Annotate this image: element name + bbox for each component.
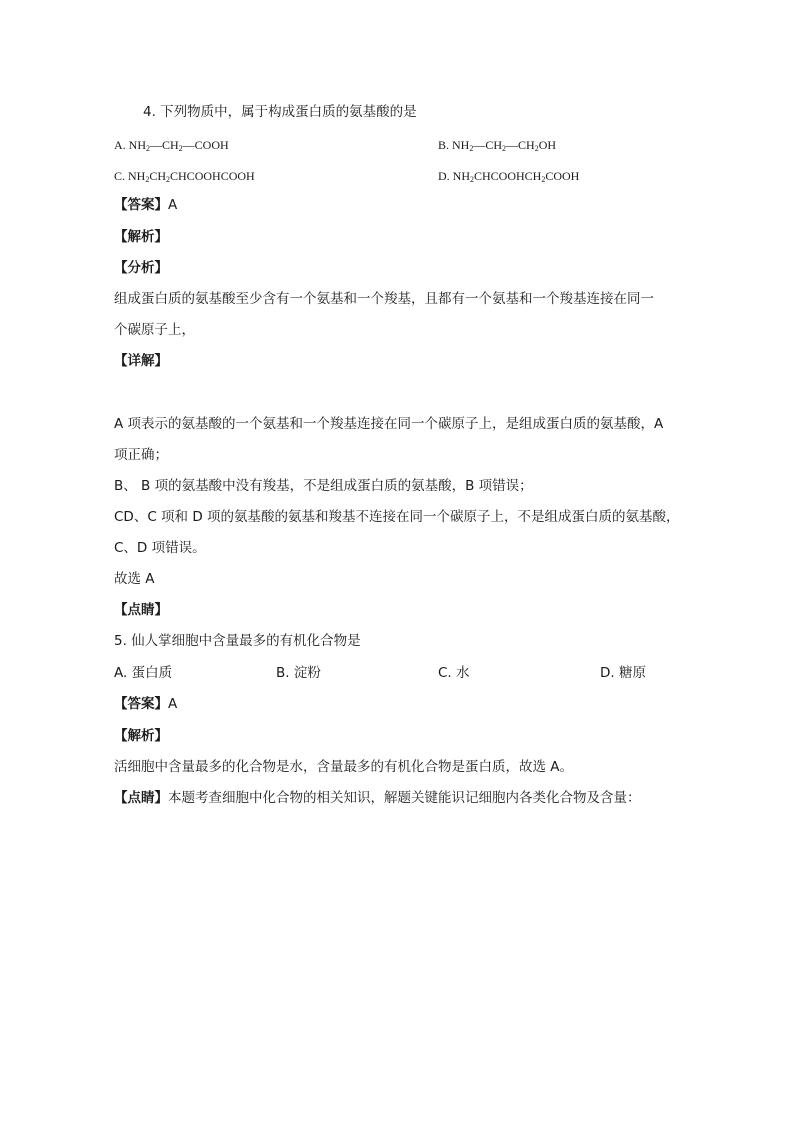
q5-answer (114, 695, 177, 713)
q5-stem: 5. 仙人掌细胞中含量最多的有机化合物是 (114, 633, 361, 649)
q4-detail-line-1: A 项表示的氨基酸的一个氨基和一个羧基连接在同一个碳原子上，是组成蛋白质的氨基酸，A (114, 416, 664, 432)
q5-option-b: B. 淀粉 (276, 665, 321, 681)
q4-choose: 故选 A (114, 571, 155, 587)
q4-detail-line-3: B、 B 项的氨基酸中没有羧基，不是组成蛋白质的氨基酸，B 项错误； (114, 478, 533, 494)
q4-option-d: D. $NH_2CHCOOHCH_2COOH$ (438, 169, 580, 184)
q5-analysis-tag: 【解析】 (114, 728, 168, 744)
dianjing-text: 本题考查细胞中化合物的相关知识，解题关键能识记细胞内各类化合物及含量： (168, 790, 641, 806)
answer-value: A (168, 197, 178, 213)
dianjing-tag: 【点睛】 (114, 790, 168, 806)
q4-option-c: C. $NH_2CH_2CHCOOHCOOH$ (114, 169, 255, 184)
q4-detail-tag: 【详解】 (114, 353, 168, 369)
q4-option-a: A. $NH_2—CH_2—COOH$ (114, 138, 229, 153)
answer-tag: 【答案】 (114, 197, 168, 213)
q5-option-c: C. 水 (438, 665, 470, 681)
q4-fenxi-line-1: 组成蛋白质的氨基酸至少含有一个氨基和一个羧基，且都有一个氨基和一个羧基连接在同一 (114, 291, 654, 307)
q4-detail-line-4: CD、C 项和 D 项的氨基酸的氨基和羧基不连接在同一个碳原子上，不是组成蛋白质的氨基酸， (114, 509, 680, 525)
q4-option-b: B. $NH_2—CH_2—CH_2OH$ (438, 138, 557, 153)
q4-answer (114, 196, 177, 214)
q4-dianjing-tag: 【点睛】 (114, 602, 168, 618)
answer-value: A (168, 696, 178, 712)
q4-stem: 4. 下列物质中，属于构成蛋白质的氨基酸的是 (143, 104, 417, 120)
q5-option-a: A. 蛋白质 (114, 665, 173, 681)
q4-fenxi-tag: 【分析】 (114, 260, 168, 276)
q5-dianjing (114, 789, 641, 807)
q4-detail-line-5: C、D 项错误。 (114, 540, 206, 556)
q5-analysis: 活细胞中含量最多的化合物是水，含量最多的有机化合物是蛋白质，故选 A。 (114, 759, 574, 775)
q5-option-d: D. 糖原 (600, 665, 646, 681)
answer-tag: 【答案】 (114, 696, 168, 712)
q4-analysis-tag: 【解析】 (114, 229, 168, 245)
q4-detail-line-2: 项正确； (114, 447, 168, 463)
q4-fenxi-line-2: 个碳原子上， (114, 322, 195, 338)
